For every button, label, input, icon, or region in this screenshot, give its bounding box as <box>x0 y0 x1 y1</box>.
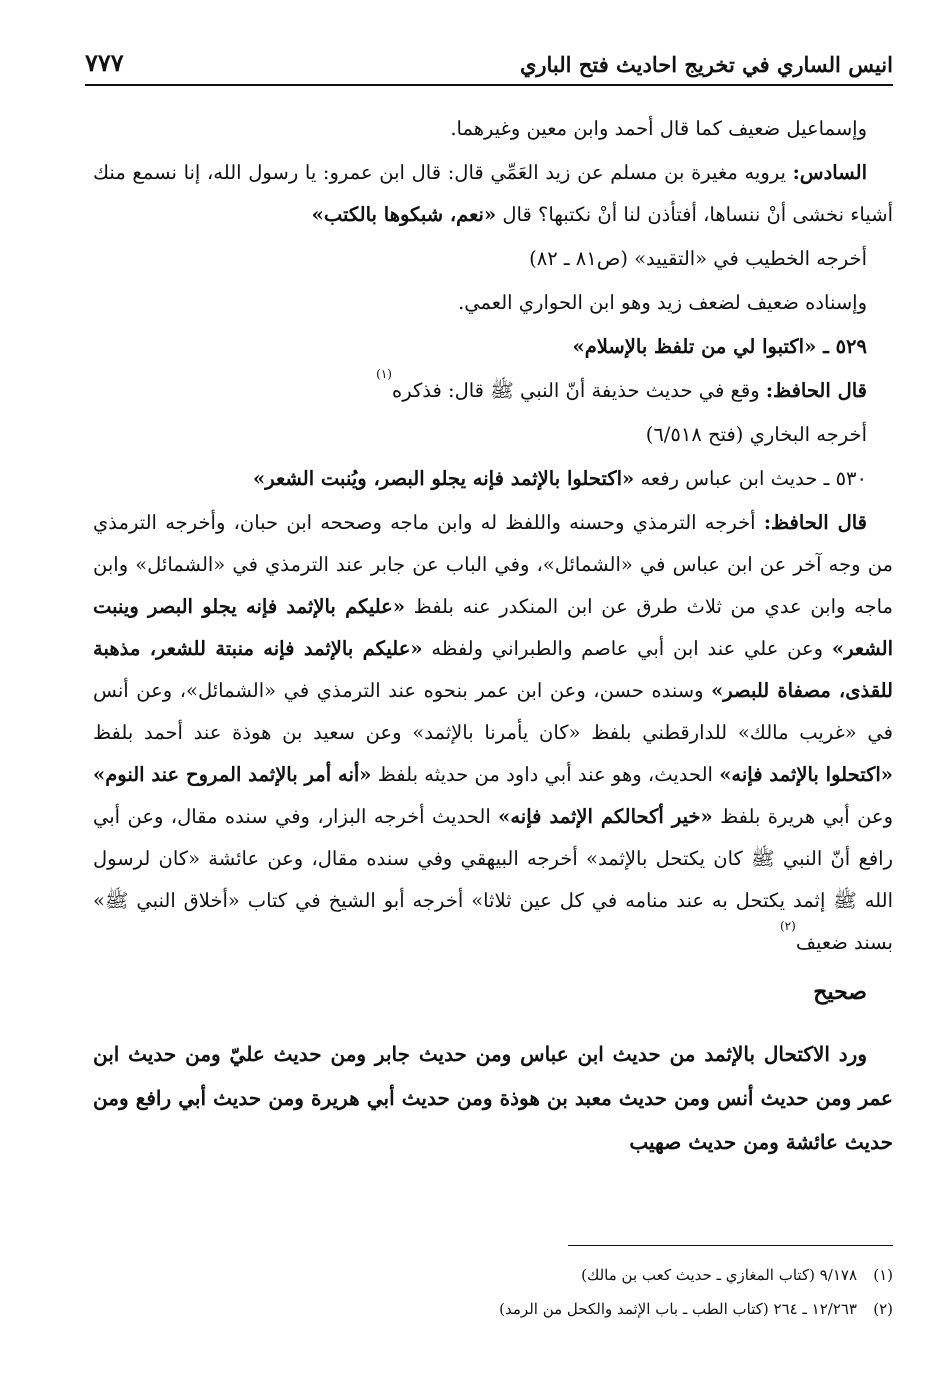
paragraph-hafiz-530 <box>93 502 893 964</box>
page-number: ٧٧٧ <box>85 48 124 77</box>
quote-hawdha: «اكتحلوا بالإثمد فإنه» <box>719 763 893 786</box>
paragraph-sixth <box>93 152 893 236</box>
page-body <box>93 108 893 1184</box>
sixth-text: يرويه مغيرة بن مسلم عن زيد العَمِّي قال: قال ابن عمرو: يا رسول الله، إنا نسمع منك أشياء نخشى أنْ ننساها، أفتأذن لنا أنْ نكتبها؟ قال <box>93 161 893 226</box>
footnotes <box>93 1258 893 1326</box>
hadith-529-heading: ٥٢٩ ـ «اكتبوا لي من تلفظ بالإسلام» <box>572 335 867 358</box>
text-segment: وعن أبي هريرة بلفظ <box>712 805 893 828</box>
paragraph-isnad: وإسناده ضعيف لضعف زيد وهو ابن الحواري العمي. <box>458 291 867 314</box>
page-header <box>85 40 893 86</box>
hadith-530-prefix: ٥٣٠ ـ حديث ابن عباس رفعه <box>634 467 867 490</box>
quote-abu-dawud: «أنه أمر بالإثمد المروح عند النوم» <box>93 763 372 786</box>
paragraph-bukhari: أخرجه البخاري (فتح ٦/٥١٨) <box>645 423 867 446</box>
text-segment: الحديث، وهو عند أبي داود من حديثه بلفظ <box>371 763 720 786</box>
paragraph-hafiz-529 <box>93 367 893 412</box>
footnote-divider <box>568 1245 893 1246</box>
footnote-2 <box>93 1292 893 1326</box>
sixth-label: السادس: <box>792 161 867 184</box>
paragraph-ismail: وإسماعيل ضعيف كما قال أحمد وابن معين وغيرهما. <box>450 117 867 140</box>
quote-ali: «عليكم بالإثمد فإنه منبتة للشعر، مذهبة للقذى، مصفاة للبصر» <box>93 637 893 702</box>
footnote-ref-2[interactable]: (٢) <box>779 919 796 933</box>
text-segment: الحديث أخرجه البزار، وفي سنده مقال، وعن أبي رافع أنّ النبي ﷺ كان يكتحل بالإثمد» أخرجه البيهقي وفي سنده مقال، وعن عائشة «كان لرسول الله ﷺ إثمد يكتحل به عند منامه في كل عين ثلاثا» أخرجه أبو الشيخ في كتاب «أخلاق النبي ﷺ» بسند ضعيف <box>93 805 893 954</box>
text-segment: وعن علي عند ابن أبي عاصم والطبراني ولفظه <box>422 637 832 660</box>
footnote-1 <box>93 1258 893 1292</box>
hadith-530-quote: «اكتحلوا بالإثمد فإنه يجلو البصر، ويُنبت الشعر» <box>253 467 635 490</box>
section-heading-sahih: صحيح <box>813 979 867 1005</box>
hafiz-label-530: قال الحافظ: <box>763 511 868 534</box>
quote-abu-hurayra: «خير أكحالكم الإثمد فإنه» <box>498 805 713 828</box>
hadith-530-heading <box>93 458 893 500</box>
hafiz-label: قال الحافظ: <box>765 379 867 402</box>
footnote-text: ١٢/٢٦٣ ـ ٢٦٤ (كتاب الطب ـ باب الإثمد والكحل من الرمد) <box>499 1300 857 1318</box>
verdict-paragraph: ورد الاكتحال بالإثمد من حديث ابن عباس ومن حديث جابر ومن حديث عليّ ومن حديث ابن عمر ومن حديث أنس ومن حديث معبد بن هوذة ومن حديث أبي هريرة ومن حديث أبي رافع ومن حديث عائشة ومن حديث صهيب <box>93 1042 893 1154</box>
footnote-ref-1[interactable]: (١) <box>376 367 392 381</box>
sixth-quote: «نعم، شبكوها بالكتب» <box>311 203 497 226</box>
footnote-number: (٢) <box>873 1300 893 1318</box>
quote-jabir: «عليكم بالإثمد فإنه يجلو البصر وينبت الشعر» <box>93 595 893 660</box>
text-segment: أخرجه الترمذي وحسنه واللفظ له وابن ماجه وصححه ابن حبان، وأخرجه الترمذي من وجه آخر عن ابن عباس في «الشمائل»، وفي الباب عن جابر عند الترمذي في «الشمائل» وابن ماجه وابن عدي من ثلاث طرق عن ابن المنكدر عنه بلفظ <box>93 511 893 618</box>
footnote-number: (١) <box>873 1266 893 1284</box>
hafiz-529-text: وقع في حديث حذيفة أنّ النبي ﷺ قال: فذكره <box>391 379 766 402</box>
text-segment: وسنده حسن، وعن ابن عمر بنحوه عند الترمذي في «الشمائل»، وعن أنس في «غريب مالك» للدارقطني بلفظ «كان يأمرنا بالإثمد» وعن سعيد بن هوذة عند أحمد بلفظ <box>93 679 893 744</box>
paragraph-khatib: أخرجه الخطيب في «التقييد» (ص٨١ ـ ٨٢) <box>529 247 867 270</box>
running-title: انيس الساري في تخريج احاديث فتح الباري <box>519 52 893 77</box>
footnote-text: ٩/١٧٨ (كتاب المغازي ـ حديث كعب بن مالك) <box>581 1266 857 1284</box>
